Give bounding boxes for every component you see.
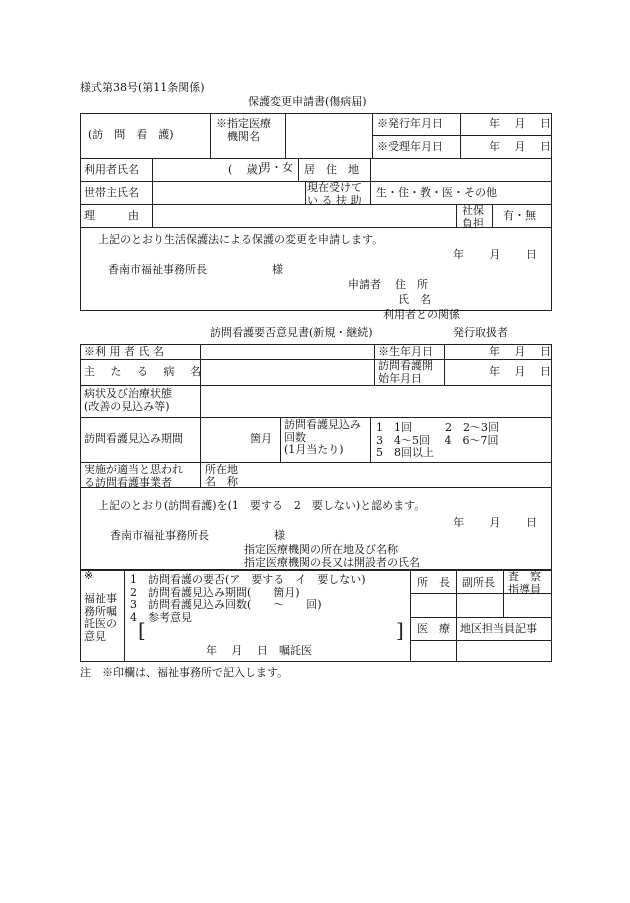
main-disease-label: 主 た る 病 名: [84, 365, 207, 378]
medical-label: 医 療: [417, 622, 450, 635]
district-officer-label: 地区担当員記事: [460, 622, 537, 635]
chief-label: 所 長: [417, 576, 450, 589]
doctor-signature-line: 年 月 日 嘱託医: [206, 644, 312, 657]
user-name-label: 利用者氏名: [84, 163, 139, 176]
footnote: 注 ※印欄は、福祉事務所で記入します。: [80, 666, 289, 679]
provider-location-label: 所在地: [205, 463, 238, 476]
start-date-label: 訪問看護開 始年月日: [378, 359, 433, 385]
start-date-value: 年 月 日: [489, 365, 551, 378]
service-type: (訪 問 看 護): [88, 128, 174, 141]
office-mark: ※: [84, 569, 94, 582]
institution-head-label: 指定医療機関の長又は開設者の氏名: [244, 556, 420, 569]
age-field: ( 歳): [228, 163, 263, 176]
office-opinion-items: 1 訪問看護の要否(ア 要する イ 要しない) 2 訪問看護見込み期間( 箇月) 3 訪問看護見込み回数( ～ 回) 4 参考意見: [130, 573, 366, 624]
applicant-label: 申請者: [348, 278, 381, 291]
page-title: 保護変更申請書(傷病届): [248, 95, 367, 108]
issue-date-label: ※発行年月日: [377, 117, 443, 130]
honorific: 様: [272, 263, 283, 276]
bracket-right: ]: [396, 618, 404, 642]
bracket-left: [: [138, 618, 146, 642]
sex-field: 男・女: [260, 161, 293, 174]
birth-date-label: ※生年月日: [378, 345, 433, 358]
aid-types: 生・住・教・医・その他: [376, 186, 497, 199]
relation-label: 利用者との関係: [383, 308, 460, 321]
office-head: 香南市福祉事務所長: [108, 263, 207, 276]
applicant-address-label: 住 所: [395, 278, 428, 291]
med-institution-label: ※指定医療 機関名: [216, 117, 271, 143]
applicant-name-label: 氏 名: [398, 293, 431, 306]
application-date: 年 月 日: [453, 248, 537, 261]
residence-label: 居 住 地: [304, 163, 359, 176]
current-aid-label: 現在受けて い る 扶 助: [307, 181, 362, 207]
opinion-office-head: 香南市福祉事務所長: [110, 529, 209, 542]
period-label: 訪問看護見込み期間: [84, 432, 183, 445]
received-date-label: ※受理年月日: [377, 140, 443, 153]
opinion-title: 訪問看護要否意見書(新規・継続): [210, 326, 373, 339]
yes-no-choice: 有・無: [503, 209, 536, 222]
received-date-value: 年 月 日: [489, 140, 551, 153]
birth-date-value: 年 月 日: [489, 345, 551, 358]
social-insurance-label: 社保 負担: [462, 204, 484, 230]
household-head-label: 世帯主氏名: [84, 186, 139, 199]
opinion-date: 年 月 日: [453, 516, 537, 529]
issue-date-value: 年 月 日: [489, 117, 551, 130]
provider-name-label: 名 称: [205, 475, 238, 488]
condition-label: 病状及び治療状態 (改善の見込み等): [84, 387, 172, 413]
issuer-label: 発行取扱者: [453, 326, 508, 339]
visits-label: 訪問看護見込み 回数 (1月当たり): [284, 418, 361, 457]
application-declaration: 上記のとおり生活保護法による保護の変更を申請します。: [98, 233, 384, 246]
inspector-label: 査 察 指導員: [508, 570, 541, 596]
opinion-declaration: 上記のとおり(訪問看護)を(1 要する 2 要しない)と認めます。: [98, 499, 426, 512]
deputy-chief-label: 副所長: [462, 576, 495, 589]
form-number: 様式第38号(第11条関係): [80, 81, 205, 94]
reason-label: 理 由: [84, 209, 139, 222]
opinion-user-name-label: ※利 用 者 氏 名: [84, 345, 164, 358]
months-unit: 箇月: [250, 432, 272, 445]
opinion-honorific: 様: [274, 529, 285, 542]
visit-options: 1 1回 2 2～3回 3 4～5回 4 6～7回 5 8回以上: [376, 421, 499, 460]
provider-label: 実施が適当と思われ る訪問看護事業者: [84, 463, 183, 489]
office-doctor-label: 福祉事 務所嘱 託医の 意見: [84, 592, 117, 643]
institution-location-label: 指定医療機関の所在地及び名称: [244, 543, 398, 556]
